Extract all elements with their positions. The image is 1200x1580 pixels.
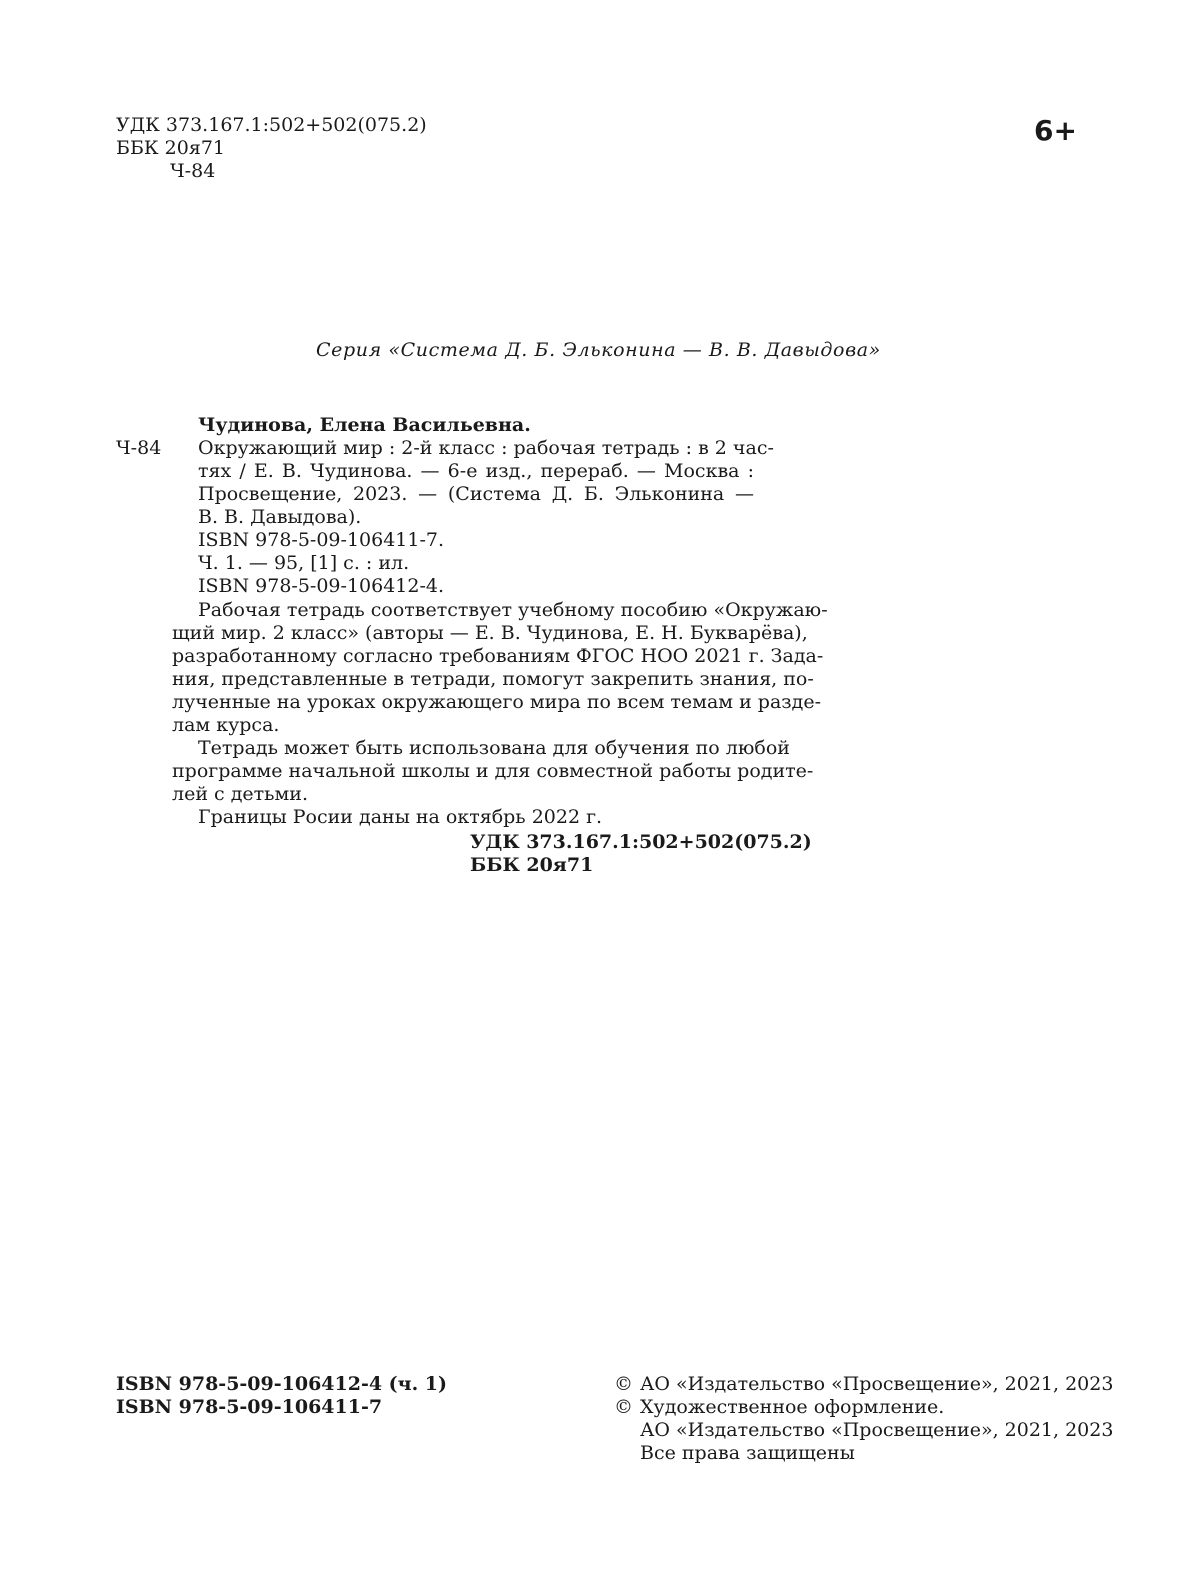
copyright-icon: © — [614, 1373, 633, 1395]
age-rating-badge: 6+ — [1034, 114, 1077, 147]
bbk-header: ББК 20я71 — [116, 137, 226, 159]
record-title-line: В. В. Давыдова). — [198, 506, 362, 528]
record-title-line: Просвещение, 2023. — (Система Д. Б. Эльконина — — [198, 483, 754, 505]
annotation-line: Рабочая тетрадь соответствует учебному пособию «Окружаю- — [198, 599, 828, 621]
copyright-icon: © — [614, 1396, 633, 1418]
copyright-design-publisher: АО «Издательство «Просвещение», 2021, 2023 — [640, 1419, 1114, 1441]
record-code: Ч-84 — [116, 437, 162, 459]
record-isbn-part: ISBN 978-5-09-106412-4. — [198, 575, 445, 597]
record-title-line: тях / Е. В. Чудинова. — 6-е изд., перераб. — Москва : — [198, 460, 754, 482]
usage-line: программе начальной школы и для совместной работы родите- — [172, 760, 814, 782]
record-part: Ч. 1. — 95, [1] с. : ил. — [198, 552, 410, 574]
borders-note: Границы Росии даны на октябрь 2022 г. — [198, 806, 603, 828]
usage-line: Тетрадь может быть использована для обучения по любой — [198, 737, 790, 759]
series-title: Серия «Система Д. Б. Эльконина — В. В. Давыдова» — [316, 339, 881, 361]
record-bbk: ББК 20я71 — [470, 854, 594, 876]
record-isbn-main: ISBN 978-5-09-106411-7. — [198, 529, 445, 551]
rights-reserved: Все права защищены — [640, 1442, 855, 1464]
copyright-publisher: АО «Издательство «Просвещение», 2021, 2023 — [640, 1373, 1114, 1395]
annotation-line: лам курса. — [172, 714, 280, 736]
footer-isbn-part: ISBN 978-5-09-106412-4 (ч. 1) — [116, 1373, 448, 1395]
copyright-design-label: Художественное оформление. — [640, 1396, 945, 1418]
record-udk: УДК 373.167.1:502+502(075.2) — [470, 831, 812, 853]
record-title-line: Окружающий мир : 2-й класс : рабочая тетрадь : в 2 час- — [198, 437, 774, 459]
annotation-line: лученные на уроках окружающего мира по всем темам и разде- — [172, 691, 822, 713]
annotation-line: ния, представленные в тетради, помогут закрепить знания, по- — [172, 668, 814, 690]
udk-header: УДК 373.167.1:502+502(075.2) — [116, 114, 427, 136]
usage-line: лей с детьми. — [172, 783, 308, 805]
record-author: Чудинова, Елена Васильевна. — [198, 414, 531, 436]
annotation-line: щий мир. 2 класс» (авторы — Е. В. Чудинова, Е. Н. Букварёва), — [172, 622, 808, 644]
footer-isbn-main: ISBN 978-5-09-106411-7 — [116, 1396, 383, 1418]
author-code-header: Ч-84 — [170, 160, 216, 182]
annotation-line: разработанному согласно требованиям ФГОС НОО 2021 г. Зада- — [172, 645, 824, 667]
